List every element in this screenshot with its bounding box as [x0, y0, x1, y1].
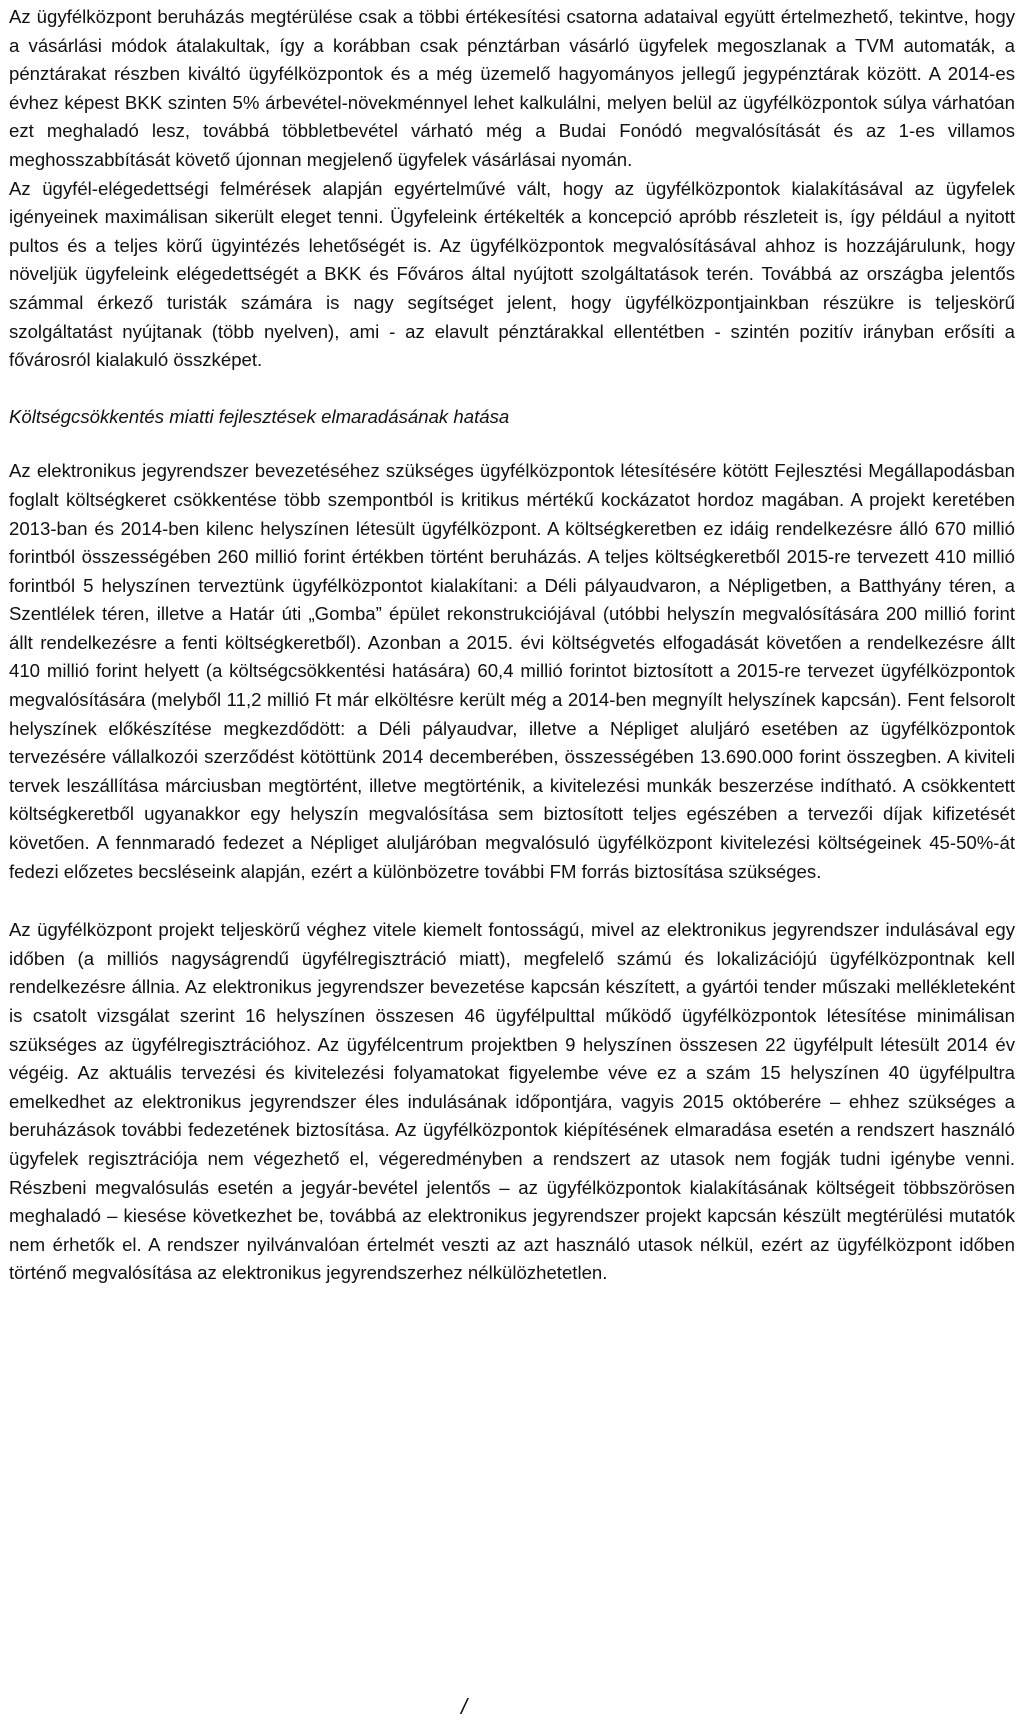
page-mark: /: [461, 1694, 468, 1719]
paragraph-customer-satisfaction: Az ügyfél-elégedettségi felmérések alapján egyértelművé vált, hogy az ügyfélközpontok kialakításával az ügyfelek igényeinek maximálisan sikerült eleget tenni. Ügyfeleink értékelték a koncepció apróbb részleteit is, így például a nyitott pultos és a teljes körű ügyintézés lehetőségét is. Az ügyfélközpontok megvalósításával ahhoz is hozzájárulunk, hogy növeljük ügyfeleink elégedettségét a BKK és Főváros által nyújtott szolgáltatások terén. Továbbá az országba jelentős számmal érkező turisták számára is nagy segítséget jelent, hogy ügyfélközpontjainkban részükre is teljeskörű szolgáltatást nyújtanak (több nyelven), ami - az elavult pénztárakkal ellentétben - szintén pozitív irányban erősíti a fővárosról kialakuló összképet.: [9, 177, 1015, 371]
document-page: [9, 3, 1015, 1288]
section-heading: Költségcsökkentés miatti fejlesztések elmaradásának hatása: [9, 405, 510, 427]
paragraph-project-importance: Az ügyfélközpont projekt teljeskörű véghez vitele kiemelt fontosságú, mivel az elektronikus jegyrendszer indulásával egy időben (a milliós nagyságrendű ügyfélregisztráció miatt), megfelelő számú és lokalizációjú ügyfélközpontnak kell rendelkezésre állnia. Az elektronikus jegyrendszer bevezetése kapcsán készített, a gyártói tender műszaki mellékleteként is csatolt vizsgálat szerint 16 helyszínen összesen 46 ügyfélpulttal működő ügyfélközpontok létesítése minimálisan szükséges az ügyfélregisztrációhoz. Az ügyfélcentrum projektben 9 helyszínen összesen 22 ügyfélpult létesült 2014 év végéig. Az aktuális tervezési és kivitelezési folyamatokat figyelembe véve ez a szám 15 helyszínen 40 ügyfélpultra emelkedhet az elektronikus jegyrendszer éles indulásának időpontjára, vagyis 2015 októberére – ehhez szükséges a beruházások további fedezetének biztosítása. Az ügyfélközpontok kiépítésének elmaradása esetén a rendszert használó ügyfelek regisztrációja nem végezhető el, végeredményben a rendszert az utasok nem fogják tudni igénybe venni. Részbeni megvalósulás esetén a jegyár-bevétel jelentős – az ügyfélközpontok kialakításának költségeit többszörösen meghaladó – kiesése következhet be, továbbá az elektronikus jegyrendszer projekt kapcsán készült megtérülési mutatók nem érhetők el. A rendszer nyilvánvalóan értelmét veszti az azt használó utasok nélkül, ezért az ügyfélközpont időben történő megvalósítása az elektronikus jegyrendszerhez nélkülözhetetlen.: [9, 919, 1015, 1284]
paragraph-investment-return: Az ügyfélközpont beruházás megtérülése csak a többi értékesítési csatorna adataival együtt értelmezhető, tekintve, hogy a vásárlási módok átalakultak, így a korábban csak pénztárban vásárló ügyfelek megoszlanak a TVM automaták, a pénztárakat részben kiváltó ügyfélközpontok és a még üzemelő hagyományos jellegű jegypénztárak között. A 2014-es évhez képest BKK szinten 5% árbevétel-növekménnyel lehet kalkulálni, melyen belül az ügyfélközpontok súlya várhatóan ezt meghaladó lesz, továbbá többletbevétel várható még a Budai Fonódó megvalósítását és az 1-es villamos meghosszabbítását követő újonnan megjelenő ügyfelek vásárlásai nyomán.: [9, 6, 1015, 170]
paragraph-budget-reduction: Az elektronikus jegyrendszer bevezetéséhez szükséges ügyfélközpontok létesítésére kötött Fejlesztési Megállapodásban foglalt költségkeret csökkentése több szempontból is kritikus mértékű kockázatot hordoz magában. A projekt keretében 2013-ban és 2014-ben kilenc helyszínen létesült ügyfélközpont. A költségkeretben ez idáig rendelkezésre álló 670 millió forintból összességében 260 millió forint értékben történt beruházás. A teljes költségkeretből 2015-re tervezett 410 millió forintból 5 helyszínen terveztünk ügyfélközpontot kialakítani: a Déli pályaudvaron, a Népligetben, a Batthyány téren, a Szentlélek téren, illetve a Határ úti „Gomba” épület rekonstrukciójával (utóbbi helyszín megvalósítására 200 millió forint állt rendelkezésre a fenti költségkeretből). Azonban a 2015. évi költségvetés elfogadását követően a rendelkezésre állt 410 millió forint helyett (a költségcsökkentési hatására) 60,4 millió forintot biztosított a 2015-re tervezet ügyfélközpontok megvalósítására (melyből 11,2 millió Ft már elköltésre került még a 2014-ben megnyílt helyszínek kapcsán). Fent felsorolt helyszínek előkészítése megkezdődött: a Déli pályaudvar, illetve a Népliget aluljáró esetében az ügyfélközpontok tervezésére vállalkozói szerződést kötöttünk 2014 decemberében, összességében 13.690.000 forint összegben. A kiviteli tervek leszállítása márciusban megtörtént, illetve megtörténik, a kivitelezési munkák beszerzése indítható. A csökkentett költségkeretből ugyanakkor egy helyszín megvalósítása sem biztosított teljes egészében a tervezői díjak kifizetését követően. A fennmaradó fedezet a Népliget aluljáróban megvalósuló ügyfélközpont kivitelezési költségeinek 45-50%-át fedezi előzetes becsléseink alapján, ezért a különbözetre további FM forrás biztosítása szükséges.: [9, 460, 1015, 882]
